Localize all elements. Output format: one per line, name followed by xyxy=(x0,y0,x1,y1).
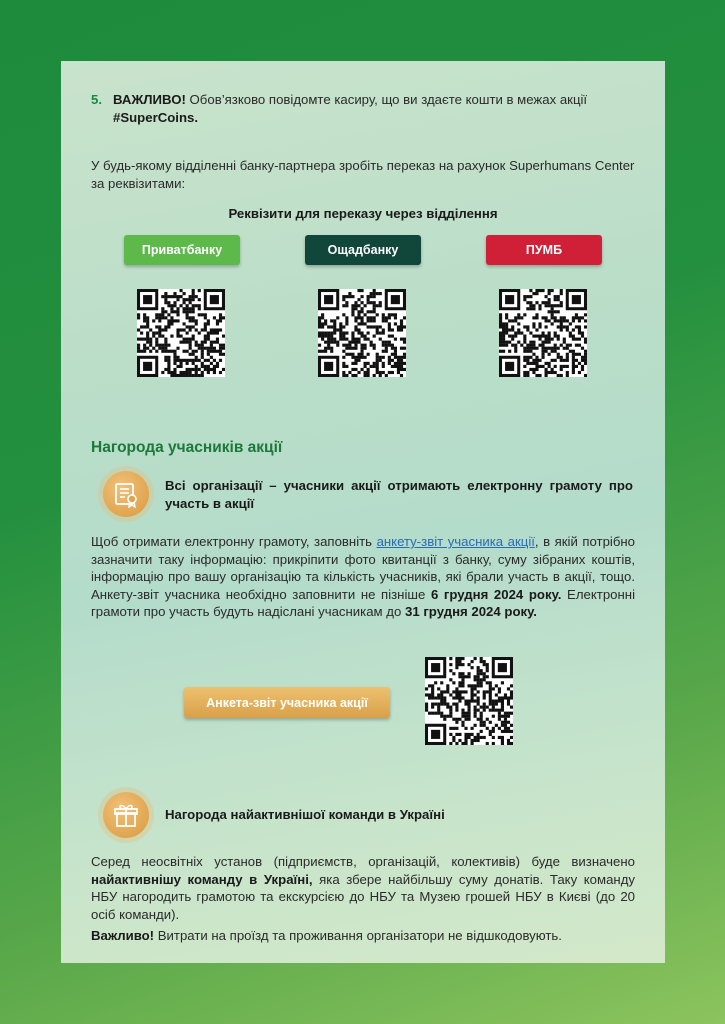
pumb-button[interactable]: ПУМБ xyxy=(486,235,602,265)
participant-form-button[interactable]: Анкета-звіт учасника акції xyxy=(184,687,390,718)
reward-section-title: Нагорода учасників акції xyxy=(91,439,283,456)
requisites-title: Реквізити для переказу через відділення xyxy=(228,206,498,221)
participant-form-qr-code xyxy=(425,657,513,745)
oschadbank-qr-code xyxy=(318,289,406,377)
content-card xyxy=(61,61,665,963)
reward-1-description: Щоб отримати електронну грамоту, заповніть анкету-звіт учасника акції, в якій потрібно зазначити таку інформацію: прикріпити фото квитанції з банку, суму зібраних коштів, інформацію про вашу організацію та кількість учасників, які брали участь в акції, тощо. Анкету-звіт учасника необхідно заповнити не пізніше 6 грудня 2024 року. Електронні грамоти про участь будуть надіслані учасникам до 31 грудня 2024 року. xyxy=(91,534,636,619)
step-number: 5. xyxy=(91,92,102,107)
privatbank-button[interactable]: Приватбанку xyxy=(124,235,240,265)
intro-text: У будь-якому відділенні банку-партнера зробіть переказ на рахунок Superhumans Center за реквізитами: xyxy=(91,158,635,191)
oschadbank-button[interactable]: Ощадбанку xyxy=(305,235,421,265)
gift-icon xyxy=(103,792,149,838)
important-note: Важливо! Витрати на проїзд та проживання організатори не відшкодовують. xyxy=(91,928,562,943)
reward-2-heading: Нагорода найактивнішої команди в Україні xyxy=(165,807,445,822)
step-5-text: ВАЖЛИВО! Обов’язково повідомте касиру, що ви здаєте кошти в межах акції #SuperCoins. xyxy=(113,92,588,125)
reward-2-description: Серед неосвітніх установ (підприємств, організацій, колективів) буде визначено найактивнішу команду в Україні, яка збере найбільшу суму донатів. Таку команду НБУ нагородить грамотою та екскурсією до НБУ та Музею грошей НБУ в Києві (до 20 осіб команди). xyxy=(91,854,635,922)
participant-form-link[interactable]: анкету-звіт учасника акції xyxy=(376,534,535,549)
privatbank-qr-code xyxy=(137,289,225,377)
pumb-qr-code xyxy=(499,289,587,377)
certificate-icon xyxy=(103,471,149,517)
reward-1-heading: Всі організації – учасники акції отримають електронну грамоту про участь в акції xyxy=(165,478,633,511)
